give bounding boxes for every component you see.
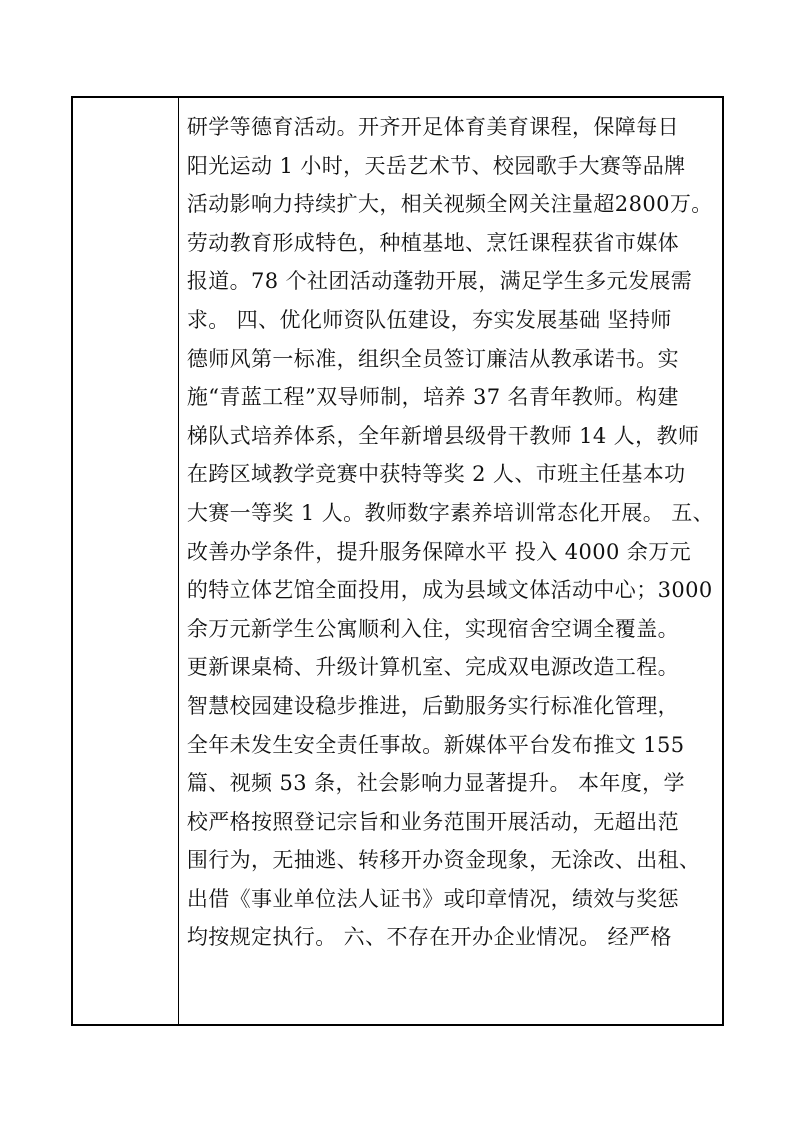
report-table: [71, 96, 724, 1026]
text-line: 均按规定执行。 六、不存在开办企业情况。 经严格: [186, 925, 672, 950]
text-line: 围行为，无抽逃、转移开办资金现象，无涂改、出租、: [186, 848, 701, 873]
content-cell: [179, 98, 722, 1024]
text-line: 劳动教育形成特色，种植基地、烹饪课程获省市媒体: [186, 230, 680, 255]
content-text: [187, 108, 714, 957]
text-line: 全年未发生安全责任事故。新媒体平台发布推文 155: [186, 732, 685, 757]
label-cell: [73, 98, 179, 1024]
text-line: 出借《事业单位法人证书》或印章情况，绩效与奖惩: [186, 886, 680, 911]
text-line: 阳光运动 1 小时，天岳艺术节、校园歌手大赛等品牌: [186, 153, 686, 178]
text-line: 研学等德育活动。开齐开足体育美育课程，保障每日: [186, 115, 680, 139]
text-line: 更新课桌椅、升级计算机室、完成双电源改造工程。: [186, 655, 680, 680]
text-line: 余万元新学生公寓顺利入住，实现宿舍空调全覆盖。: [186, 616, 680, 641]
text-line: 篇、视频 53 条，社会影响力显著提升。 本年度，学: [186, 771, 685, 796]
text-line: 活动影响力持续扩大，相关视频全网关注量超2800万。: [186, 192, 713, 217]
text-line: 德师风第一标准，组织全员签订廉洁从教承诺书。实: [186, 346, 680, 371]
text-line: 求。 四、优化师资队伍建设，夯实发展基础 坚持师: [186, 307, 672, 332]
text-line: 报道。78 个社团活动蓬勃开展，满足学生多元发展需: [186, 269, 693, 294]
text-line: 改善办学条件，提升服务保障水平 投入 4000 余万元: [186, 539, 692, 564]
text-line: 在跨区域教学竞赛中获特等奖 2 人、市班主任基本功: [186, 462, 686, 487]
text-line: 校严格按照登记宗旨和业务范围开展活动，无超出范: [186, 809, 680, 834]
text-line: 的特立体艺馆全面投用，成为县域文体活动中心；3000: [186, 578, 713, 603]
text-line: 大赛一等奖 1 人。教师数字素养培训常态化开展。 五、: [186, 500, 714, 525]
text-line: 施“青蓝工程”双导师制，培养 37 名青年教师。构建: [186, 385, 679, 410]
text-line: 智慧校园建设稳步推进，后勤服务实行标准化管理，: [186, 693, 680, 718]
text-line: 梯队式培养体系，全年新增县级骨干教师 14 人，教师: [186, 423, 700, 448]
